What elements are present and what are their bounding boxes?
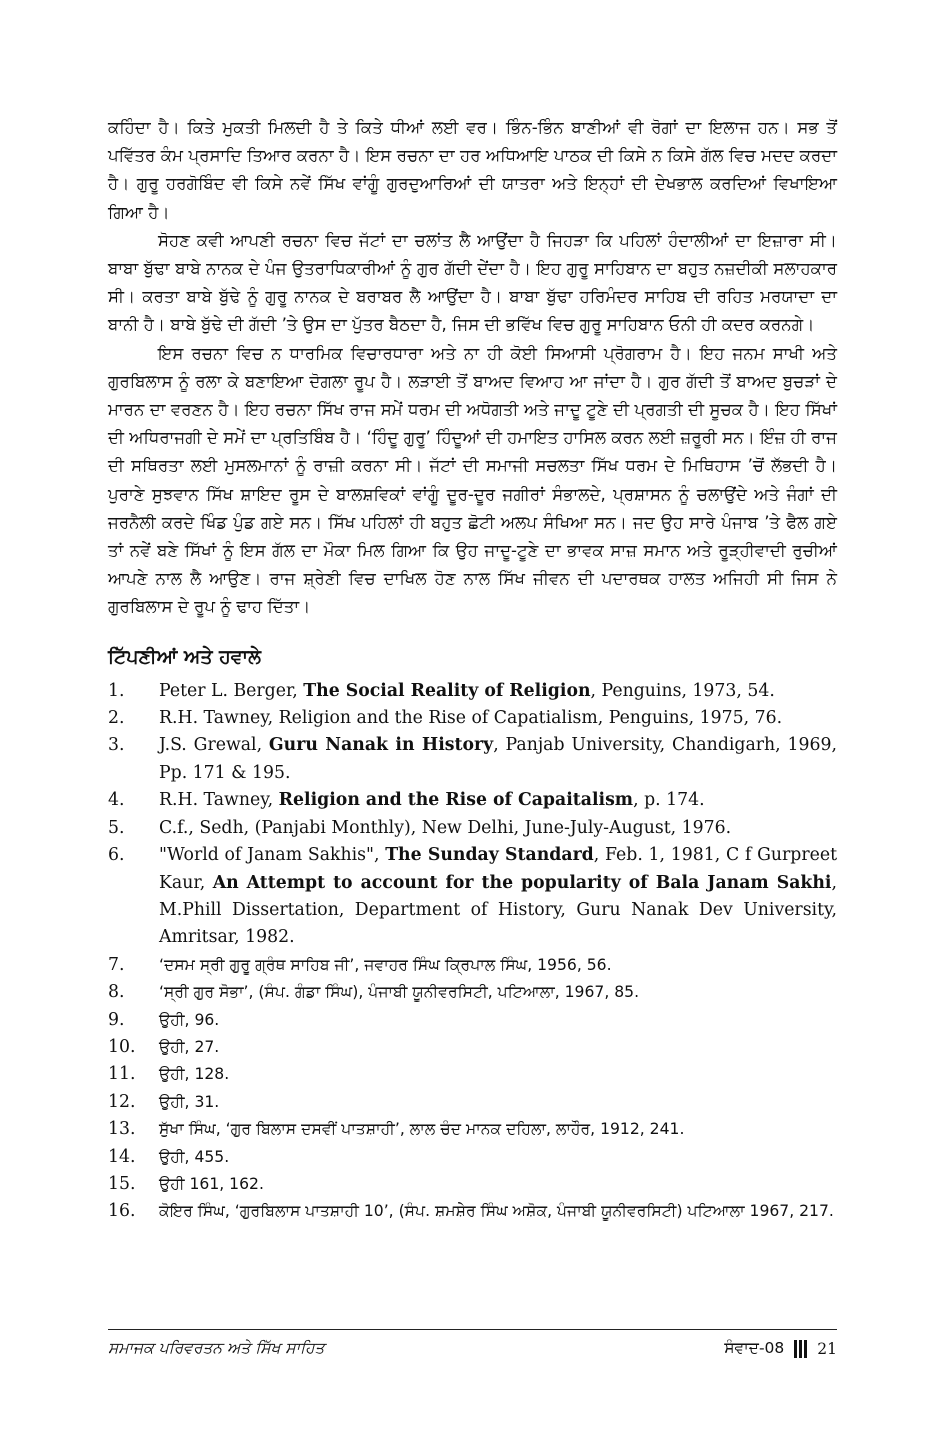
note-title: The Sunday Standard (385, 845, 594, 866)
note-segment: , M.Phill Dissertation, Department of History, Guru Nanak Dev University, Amritsar, 1982. (159, 872, 837, 948)
footer-rule (108, 1329, 837, 1330)
note-number: 7. (108, 954, 125, 975)
note-segment: ‘ਸ੍ਰੀ ਗੁਰ ਸੋਭਾ’, (ਸੰਪ. ਗੰਡਾ ਸਿੰਘ), ਪੰਜਾਬੀ ਯੂਨੀਵਰਸਿਟੀ, ਪਟਿਆਲਾ, 1967, 85. (159, 983, 640, 1002)
note-text (159, 1198, 837, 1225)
note-segment: ਕੋਇਰ ਸਿੰਘ, ‘ਗੁਰਬਿਲਾਸ ਪਾਤਸ਼ਾਹੀ 10’, (ਸੰਪ. ਸ਼ਮਸ਼ੇਰ ਸਿੰਘ ਅਸ਼ੋਕ, ਪੰਜਾਬੀ ਯੂਨੀਵਰਸਿਟੀ) ਪਟਿਆਲਾ 1967, 217. (159, 1202, 834, 1221)
note-text (159, 787, 837, 814)
note-number: 3. (108, 735, 125, 756)
note-item (108, 1089, 837, 1116)
note-segment: , Panjab University, Chandigarh, 1969, Pp. 171 & 195. (159, 735, 837, 783)
running-title: ਸਮਾਜਕ ਪਰਿਵਰਤਨ ਅਤੇ ਸਿੱਖ ਸਾਹਿਤ (108, 1339, 325, 1357)
bars-icon (794, 1340, 807, 1358)
notes-list (108, 678, 837, 1226)
note-text (159, 842, 837, 952)
note-text (159, 678, 837, 705)
note-number: 13. (108, 1119, 136, 1140)
page-footer (108, 1339, 837, 1358)
note-item (108, 1144, 837, 1171)
note-text (159, 1144, 837, 1171)
note-text (159, 1061, 837, 1088)
note-segment: ਉਹੀ, 27. (159, 1037, 220, 1056)
note-segment: J.S. Grewal, (159, 735, 269, 756)
note-number: 5. (108, 817, 125, 838)
note-item (108, 1198, 837, 1225)
note-segment: ਉਹੀ 161, 162. (159, 1174, 264, 1193)
note-text (159, 952, 837, 979)
note-number: 8. (108, 982, 125, 1003)
note-number: 1. (108, 680, 125, 701)
paragraph-3: ਇਸ ਰਚਨਾ ਵਿਚ ਨ ਧਾਰਮਿਕ ਵਿਚਾਰਧਾਰਾ ਅਤੇ ਨਾ ਹੀ ਕੋਈ ਸਿਆਸੀ ਪ੍ਰੋਗਰਾਮ ਹੈ। ਇਹ ਜਨਮ ਸਾਖੀ ਅਤੇ ਗੁਰਬਿਲਾਸ ਨੂੰ ਰਲਾ ਕੇ ਬਣਾਇਆ ਦੋਗਲਾ ਰੂਪ ਹੈ। ਲੜਾਈ ਤੋਂ ਬਾਅਦ ਵਿਆਹ ਆ ਜਾਂਦਾ ਹੈ। ਗੁਰ ਗੱਦੀ ਤੋਂ ਬਾਅਦ ਬੁਚੜਾਂ ਦੇ ਮਾਰਨ ਦਾ ਵਰਣਨ ਹੈ। ਇਹ ਰਚਨਾ ਸਿੱਖ ਰਾਜ ਸਮੇਂ ਧਰਮ ਦੀ ਅਧੋਗਤੀ ਅਤੇ ਜਾਦੂ ਟੂਣੇ ਦੀ ਪ੍ਰਗਤੀ ਦੀ ਸੂਚਕ ਹੈ। ਇਹ ਸਿੱਖਾਂ ਦੀ ਅਧਿਰਾਜਗੀ ਦੇ ਸਮੇਂ ਦਾ ਪ੍ਰਤਿਬਿੰਬ ਹੈ। ‘ਹਿੰਦੂ ਗੁਰੂ’ ਹਿੰਦੂਆਂ ਦੀ ਹਮਾਇਤ ਹਾਸਿਲ ਕਰਨ ਲਈ ਜ਼ਰੂਰੀ ਸਨ। ਇੰਜ਼ ਹੀ ਰਾਜ ਦੀ ਸਥਿਰਤਾ ਲਈ ਮੁਸਲਮਾਨਾਂ ਨੂੰ ਰਾਜ਼ੀ ਕਰਨਾ ਸੀ। ਜੱਟਾਂ ਦੀ ਸਮਾਜੀ ਸਚਲਤਾ ਸਿੱਖ ਧਰਮ ਦੇ ਮਿਥਿਹਾਸ ’ਚੋਂ ਲੱਭਦੀ ਹੈ। ਪੁਰਾਣੇ ਸੁਝਵਾਨ ਸਿੱਖ ਸ਼ਾਇਦ ਰੂਸ ਦੇ ਬਾਲਸ਼ਵਿਕਾਂ ਵਾਂਗੂੰ ਦੂਰ-ਦੂਰ ਜਗੀਰਾਂ ਸੰਭਾਲਦੇ, ਪ੍ਰਸ਼ਾਸਨ ਨੂੰ ਚਲਾਉਂਦੇ ਅਤੇ ਜੰਗਾਂ ਦੀ ਜਰਨੈਲੀ ਕਰਦੇ ਖਿੰਡ ਪੁੰਡ ਗਏ ਸਨ। ਸਿੱਖ ਪਹਿਲਾਂ ਹੀ ਬਹੁਤ ਛੋਟੀ ਅਲਪ ਸੰਖਿਆ ਸਨ। ਜਦ ਉਹ ਸਾਰੇ ਪੰਜਾਬ ’ਤੇ ਫੈਲ ਗਏ ਤਾਂ ਨਵੇਂ ਬਣੇ ਸਿੱਖਾਂ ਨੂੰ ਇਸ ਗੱਲ ਦਾ ਮੌਕਾ ਮਿਲ ਗਿਆ ਕਿ ਉਹ ਜਾਦੂ-ਟੂਣੇ ਦਾ ਭਾਵਕ ਸਾਜ਼ ਸਮਾਨ ਅਤੇ ਰੂੜ੍ਹੀਵਾਦੀ ਰੁਚੀਆਂ ਆਪਣੇ ਨਾਲ ਲੈ ਆਉਣ। ਰਾਜ ਸ਼੍ਰੇਣੀ ਵਿਚ ਦਾਖਿਲ ਹੋਣ ਨਾਲ ਸਿੱਖ ਜੀਵਨ ਦੀ ਪਦਾਰਥਕ ਹਾਲਤ ਅਜਿਹੀ ਸੀ ਜਿਸ ਨੇ ਗੁਰਬਿਲਾਸ ਦੇ ਰੂਪ ਨੂੰ ਢਾਹ ਦਿੱਤਾ। (108, 343, 837, 617)
notes-heading: ਟਿੱਪਣੀਆਂ ਅਤੇ ਹਵਾਲੇ (108, 645, 261, 668)
note-item (108, 952, 837, 979)
note-item (108, 815, 837, 842)
note-title: Guru Nanak in History (268, 735, 494, 756)
note-item (108, 979, 837, 1006)
note-text (159, 1007, 837, 1034)
note-item (108, 1116, 837, 1143)
note-item (108, 842, 837, 952)
paragraph-2: ਸੋਹਣ ਕਵੀ ਆਪਣੀ ਰਚਨਾ ਵਿਚ ਜੱਟਾਂ ਦਾ ਚਲਾਂਤ ਲੈ ਆਉਂਦਾ ਹੈ ਜਿਹੜਾ ਕਿ ਪਹਿਲਾਂ ਹੰਦਾਲੀਆਂ ਦਾ ਇਜ਼ਾਰਾ ਸੀ। ਬਾਬਾ ਬੁੱਢਾ ਬਾਬੇ ਨਾਨਕ ਦੇ ਪੰਜ ਉਤਰਾਧਿਕਾਰੀਆਂ ਨੂੰ ਗੁਰ ਗੱਦੀ ਦੇਂਦਾ ਹੈ। ਇਹ ਗੁਰੂ ਸਾਹਿਬਾਨ ਦਾ ਬਹੁਤ ਨਜ਼ਦੀਕੀ ਸਲਾਹਕਾਰ ਸੀ। ਕਰਤਾ ਬਾਬੇ ਬੁੱਢੇ ਨੂੰ ਗੁਰੂ ਨਾਨਕ ਦੇ ਬਰਾਬਰ ਲੈ ਆਉਂਦਾ ਹੈ। ਬਾਬਾ ਬੁੱਢਾ ਹਰਿਮੰਦਰ ਸਾਹਿਬ ਦੀ ਰਹਿਤ ਮਰਯਾਦਾ ਦਾ ਬਾਨੀ ਹੈ। ਬਾਬੇ ਬੁੱਢੇ ਦੀ ਗੱਦੀ ’ਤੇ ਉਸ ਦਾ ਪੁੱਤਰ ਬੈਠਦਾ ਹੈ, ਜਿਸ ਦੀ ਭਵਿੱਖ ਵਿਚ ਗੁਰੂ ਸਾਹਿਬਾਨ ਓਨੀ ਹੀ ਕਦਰ ਕਰਨਗੇ। (108, 230, 837, 335)
note-segment: , Feb. 1, 1981, C f Gurpreet Kaur, (159, 845, 838, 893)
note-number: 14. (108, 1146, 136, 1167)
note-segment: ਉਹੀ, 455. (159, 1147, 230, 1166)
note-number: 9. (108, 1009, 125, 1030)
note-number: 16. (108, 1201, 136, 1222)
note-number: 10. (108, 1036, 136, 1057)
note-text (159, 815, 837, 842)
note-segment: R.H. Tawney, (159, 790, 279, 811)
note-item (108, 1061, 837, 1088)
note-text (159, 979, 837, 1006)
paragraph-1: ਕਹਿੰਦਾ ਹੈ। ਕਿਤੇ ਮੁਕਤੀ ਮਿਲਦੀ ਹੈ ਤੇ ਕਿਤੇ ਧੀਆਂ ਲਈ ਵਰ। ਭਿੰਨ-ਭਿੰਨ ਬਾਣੀਆਂ ਵੀ ਰੋਗਾਂ ਦਾ ਇਲਾਜ ਹਨ। ਸਭ ਤੋਂ ਪਵਿੱਤਰ ਕੰਮ ਪ੍ਰਸਾਦਿ ਤਿਆਰ ਕਰਨਾ ਹੈ। ਇਸ ਰਚਨਾ ਦਾ ਹਰ ਅਧਿਆਇ ਪਾਠਕ ਦੀ ਕਿਸੇ ਨ ਕਿਸੇ ਗੱਲ ਵਿਚ ਮਦਦ ਕਰਦਾ ਹੈ। ਗੁਰੂ ਹਰਗੋਬਿੰਦ ਵੀ ਕਿਸੇ ਨਵੇਂ ਸਿੱਖ ਵਾਂਗੂੰ ਗੁਰਦੁਆਰਿਆਂ ਦੀ ਯਾਤਰਾ ਅਤੇ ਇਨ੍ਹਾਂ ਦੀ ਦੇਖਭਾਲ ਕਰਦਿਆਂ ਵਿਖਾਇਆ ਗਿਆ ਹੈ। (108, 118, 837, 222)
footer-right (724, 1339, 837, 1358)
note-number: 2. (108, 708, 125, 729)
note-title: The Social Reality of Religion (303, 680, 591, 701)
note-number: 15. (108, 1173, 136, 1194)
page-number: 21 (817, 1339, 837, 1358)
note-item (108, 1007, 837, 1034)
note-segment: ਉਹੀ, 96. (159, 1010, 220, 1029)
note-item (108, 678, 837, 705)
note-segment: R.H. Tawney, Religion and the Rise of Capatialism, Penguins, 1975, 76. (159, 708, 783, 729)
issue-label: ਸੰਵਾਦ-08 (724, 1339, 785, 1357)
note-text (159, 1171, 837, 1198)
note-item (108, 732, 837, 787)
note-title: Religion and the Rise of Capaitalism (278, 790, 634, 811)
note-segment: Peter L. Berger, (159, 680, 304, 701)
note-segment: , p. 174. (633, 790, 705, 811)
note-item (108, 1171, 837, 1198)
note-segment: C.f., Sedh, (Panjabi Monthly), New Delhi, June-July-August, 1976. (159, 817, 732, 838)
note-segment: "World of Janam Sakhis", (159, 845, 386, 866)
note-segment: ਉਹੀ, 31. (159, 1092, 220, 1111)
note-segment: ‘ਦਸਮ ਸ੍ਰੀ ਗੁਰੂ ਗ੍ਰੰਥ ਸਾਹਿਬ ਜੀ’, ਜਵਾਹਰ ਸਿੰਘ ਕ੍ਰਿਪਾਲ ਸਿੰਘ, 1956, 56. (159, 955, 612, 974)
note-text (159, 1034, 837, 1061)
note-text (159, 732, 837, 787)
note-number: 4. (108, 790, 125, 811)
note-number: 6. (108, 845, 125, 866)
note-title: An Attempt to account for the popularity of Bala Janam Sakhi (212, 872, 832, 893)
note-item (108, 1034, 837, 1061)
note-text (159, 1116, 837, 1143)
note-text (159, 705, 837, 732)
note-text (159, 1089, 837, 1116)
note-number: 12. (108, 1091, 136, 1112)
note-item (108, 705, 837, 732)
note-number: 11. (108, 1064, 136, 1085)
note-item (108, 787, 837, 814)
page-body (108, 114, 837, 1226)
note-segment: ਸੁੱਖਾ ਸਿੰਘ, ‘ਗੁਰ ਬਿਲਾਸ ਦਸਵੀਂ ਪਾਤਸ਼ਾਹੀ’, ਲਾਲ ਚੰਦ ਮਾਨਕ ਦਹਿਲਾ, ਲਾਹੌਰ, 1912, 241. (159, 1120, 685, 1139)
note-segment: ਉਹੀ, 128. (159, 1065, 230, 1084)
note-segment: , Penguins, 1973, 54. (590, 680, 775, 701)
